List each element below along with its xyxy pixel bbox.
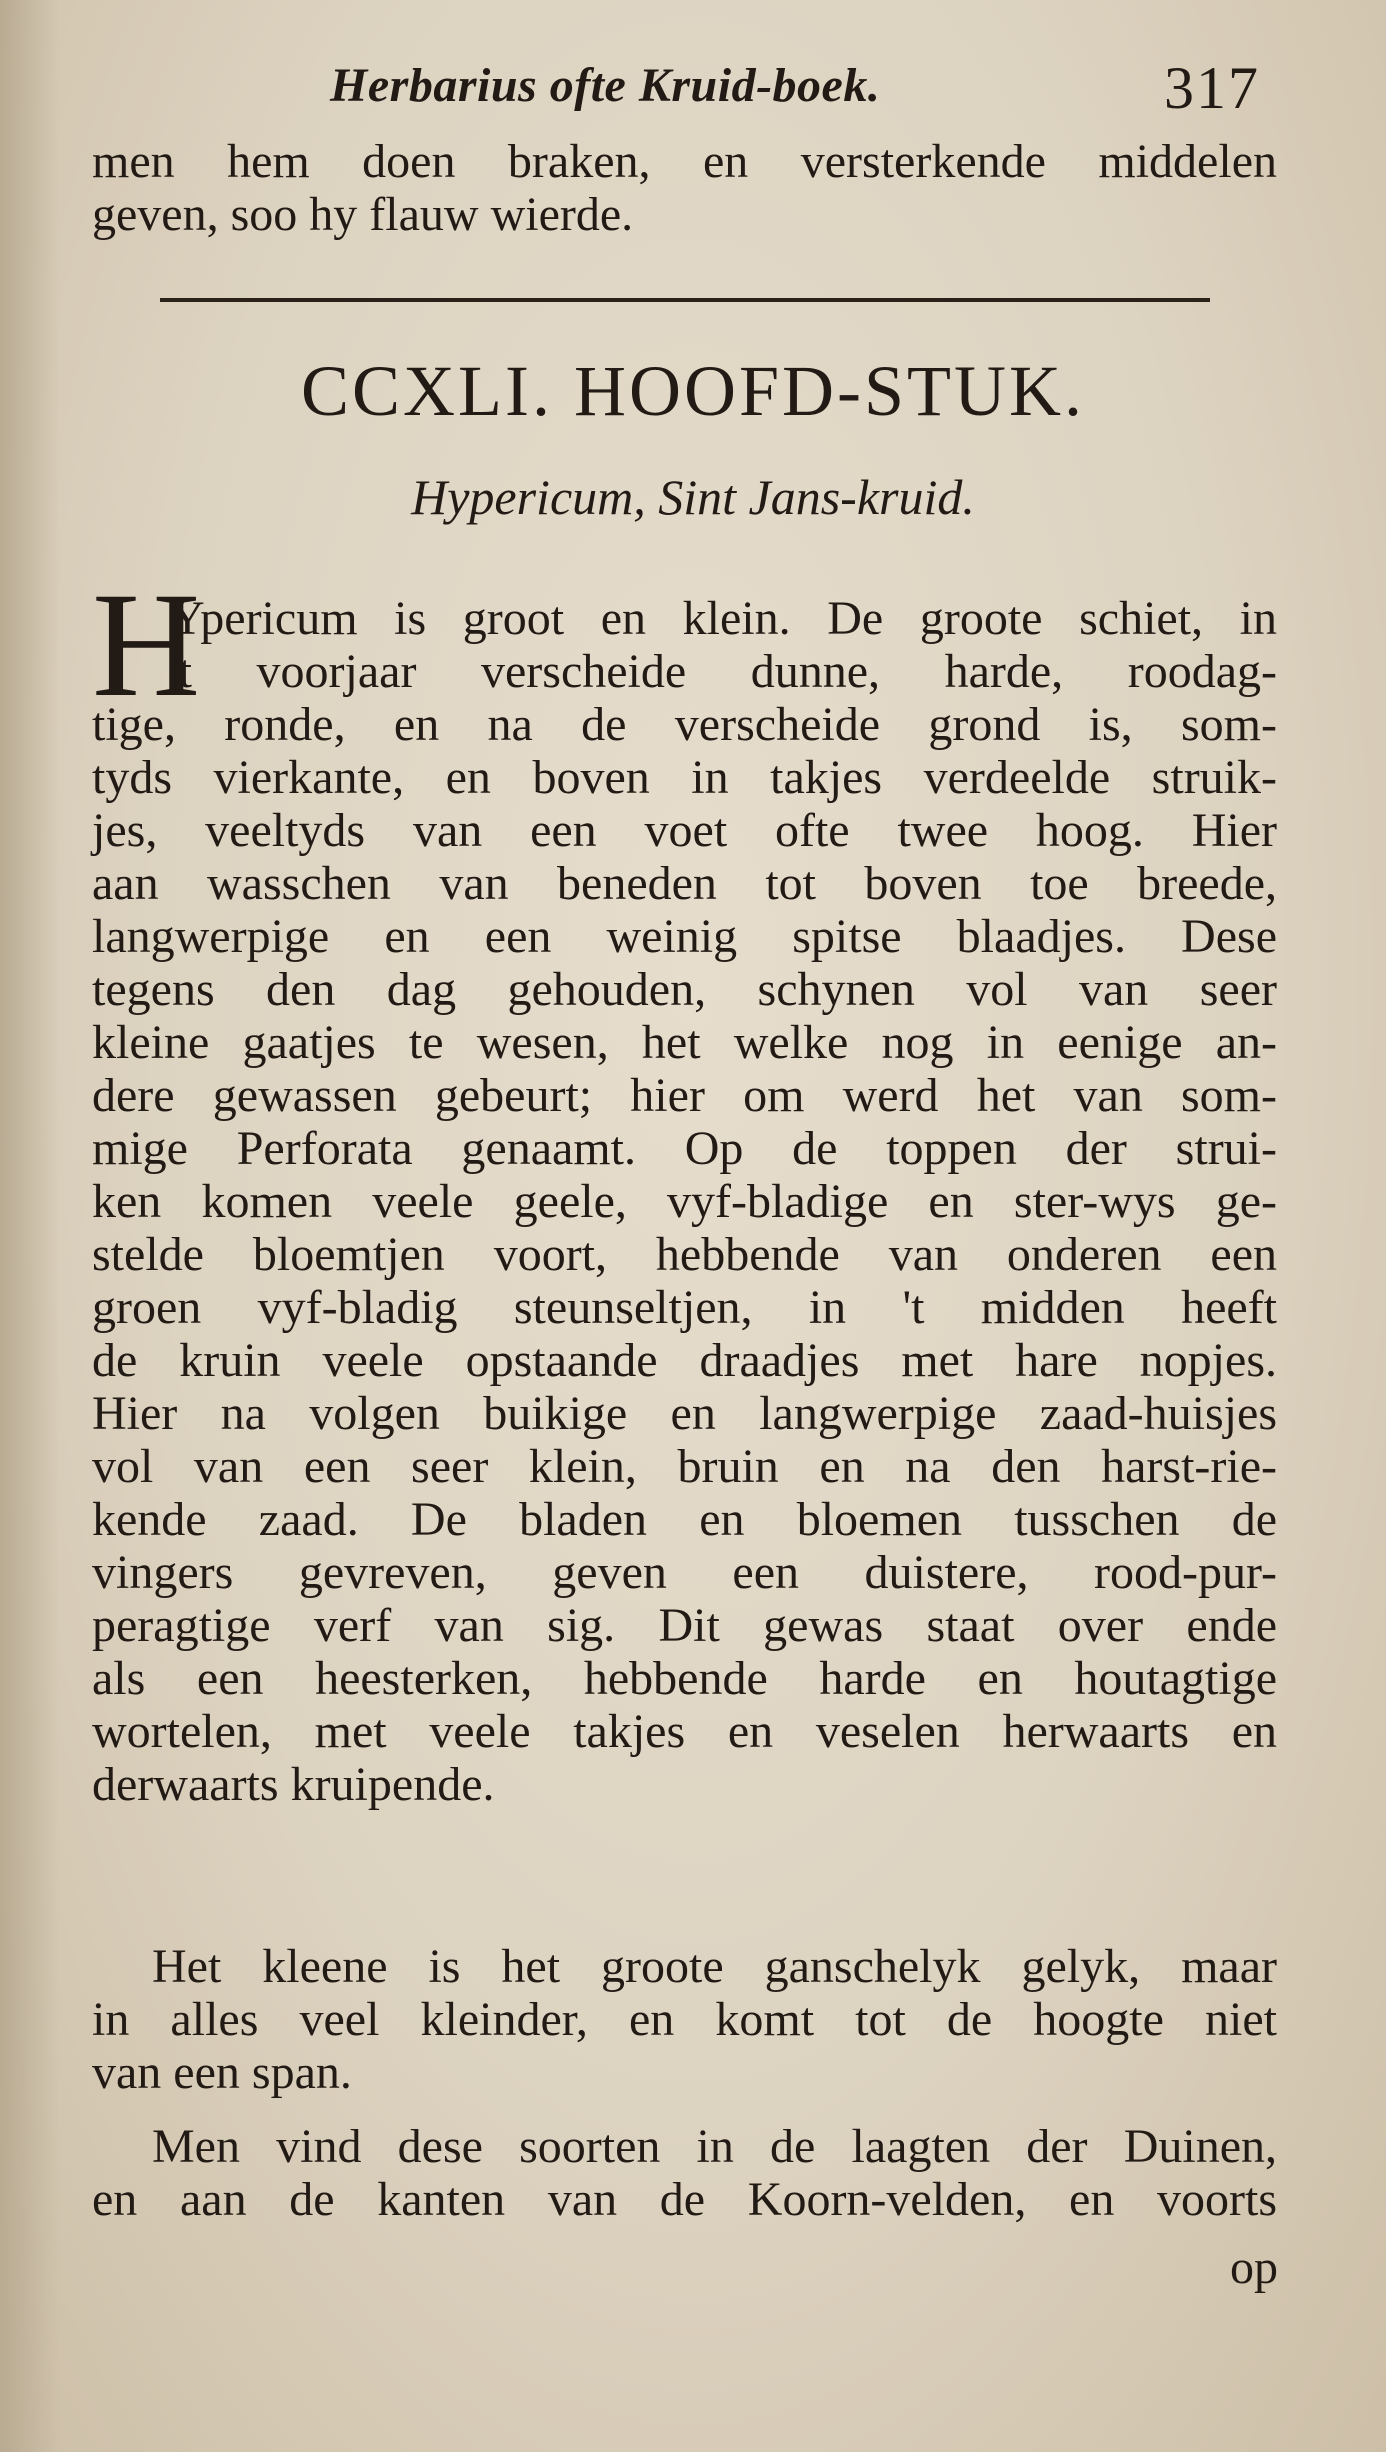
text-line: mige Perforata genaamt. Op de toppen der strui-	[92, 1122, 1277, 1175]
chapter-title: CCXLI. HOOFD-STUK.	[300, 351, 1086, 431]
text-line: als een heesterken, hebbende harde en houtagtige	[92, 1652, 1277, 1705]
text-line: Het kleene is het groote ganschelyk gelyk, maar	[152, 1940, 1277, 1993]
catchword: op	[1230, 2241, 1278, 2294]
text-line: de kruin veele opstaande draadjes met hare nopjes.	[92, 1334, 1277, 1387]
text-line: Ypericum is groot en klein. De groote schiet, in	[170, 592, 1277, 645]
chapter-subtitle: Hypericum, Sint Jans-kruid.	[411, 469, 975, 525]
text-line: aan wasschen van beneden tot boven toe breede,	[92, 857, 1277, 910]
intro-text	[92, 135, 1277, 241]
text-line: 't voorjaar verscheide dunne, harde, roodag-	[170, 645, 1277, 698]
text-line: dere gewassen gebeurt; hier om werd het van som-	[92, 1069, 1277, 1122]
text-line: tyds vierkante, en boven in takjes verdeelde struik-	[92, 751, 1277, 804]
text-line: jes, veeltyds van een voet ofte twee hoog. Hier	[92, 804, 1277, 857]
text-line: langwerpige en een weinig spitse blaadjes. Dese	[92, 910, 1277, 963]
text-line: Hier na volgen buikige en langwerpige zaad-huisjes	[92, 1387, 1277, 1440]
text-line: tige, ronde, en na de verscheide grond is, som-	[92, 698, 1277, 751]
text-line: men hem doen braken, en versterkende middelen	[92, 135, 1277, 188]
text-line: vol van een seer klein, bruin en na den harst-rie-	[92, 1440, 1277, 1493]
text-line: vingers gevreven, geven een duistere, rood-pur-	[92, 1546, 1277, 1599]
page-number: 317	[1164, 55, 1260, 121]
paragraph-habitat	[92, 2120, 1277, 2226]
text-line: Men vind dese soorten in de laagten der Duinen,	[152, 2120, 1277, 2173]
text-line: groen vyf-bladig steunseltjen, in 't midden heeft	[92, 1281, 1277, 1334]
text-line: kleine gaatjes te wesen, het welke nog in eenige an-	[92, 1016, 1277, 1069]
paragraph-small-kind	[92, 1940, 1277, 2099]
text-line: ken komen veele geele, vyf-bladige en ster-wys ge-	[92, 1175, 1277, 1228]
text-line: in alles veel kleinder, en komt tot de hoogte niet	[92, 1993, 1277, 2046]
text-line: geven, soo hy flauw wierde.	[92, 188, 634, 241]
text-line: van een span.	[92, 2046, 352, 2099]
running-title: Herbarius ofte Kruid-boek.	[330, 59, 881, 112]
text-line: peragtige verf van sig. Dit gewas staat over ende	[92, 1599, 1277, 1652]
text-line: en aan de kanten van de Koorn-velden, en voorts	[92, 2173, 1277, 2226]
text-line: derwaarts kruipende.	[92, 1758, 495, 1811]
text-line: stelde bloemtjen voort, hebbende van onderen een	[92, 1228, 1277, 1281]
text-line: wortelen, met veele takjes en veselen herwaarts en	[92, 1705, 1277, 1758]
drop-cap: H	[92, 562, 201, 728]
text-line: tegens den dag gehouden, schynen vol van seer	[92, 963, 1277, 1016]
section-divider-rule	[160, 298, 1210, 302]
text-line: kende zaad. De bladen en bloemen tusschen de	[92, 1493, 1277, 1546]
paragraph-description	[92, 592, 1277, 1811]
page-header	[330, 55, 1280, 138]
